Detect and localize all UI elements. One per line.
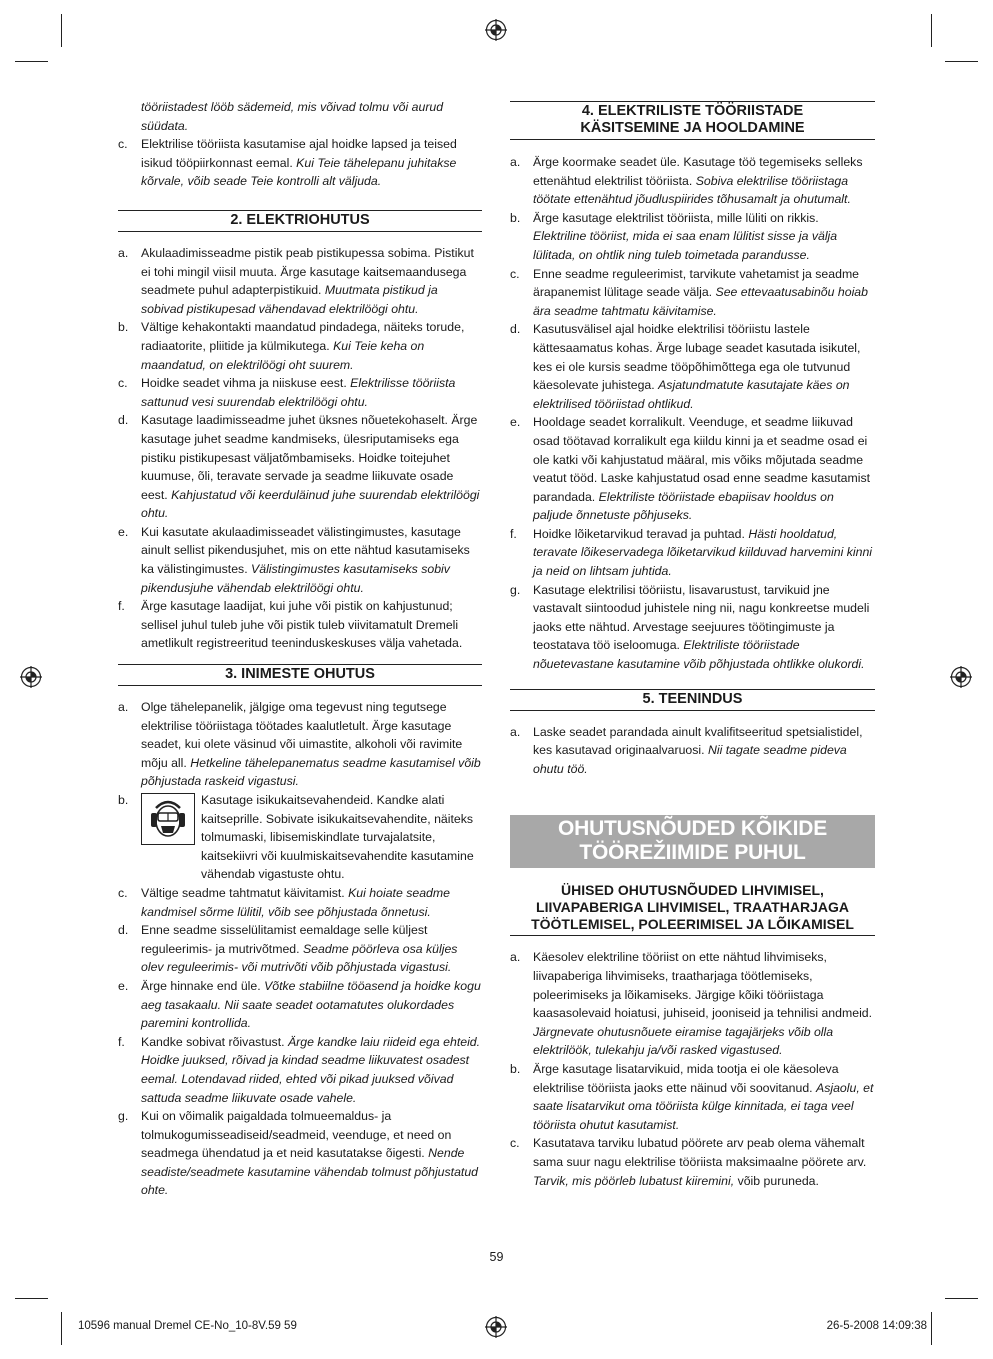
crop-mark	[15, 61, 48, 62]
protective-gear-text: Kasutage isikukaitsevahendeid. Kandke alati kaitseprille. Sobivate isikukaitsevahendite, näiteks tolmumaski, libisemiskindlate turvajalatsite, kaitsekiivri või kuulmiskaitsevahendite kasutamine vähendab vigastuste ohtu.	[201, 793, 474, 882]
list-item: d. Kasutusvälisel ajal hoidke elektrilisi tööriistu lastele kättesaamatus kohas. Ärge lubage seadet kasutada isikutel, kes ei ole kursis seadme tööpõhimõttega ega ole tutvunud käesolevate juhistega. Asjatundmatute kasutajate käes on elektrilised tööriistad ohtlikud.	[510, 322, 861, 411]
crop-mark	[61, 1312, 62, 1345]
subsection-heading: ÜHISED OHUTUSNÕUDED LIHVIMISEL, LIIVAPABERIGA LIHVIMISEL, TRAATHARJAGA TÖÖTLEMISEL, POLEERIMISEL JA LÕIKAMISEL	[510, 882, 875, 936]
crop-mark	[15, 1298, 48, 1299]
registration-mark-icon	[485, 1316, 507, 1338]
section-heading-electrical-safety: 2. ELEKTRIOHUTUS	[118, 210, 482, 232]
list-item: c. Hoidke seadet vihma ja niiskuse eest. Elektrilisse tööriista sattunud vesi suurendab elektrilöögi ohtu.	[118, 376, 456, 409]
crop-mark	[945, 1298, 978, 1299]
section-heading-service: 5. TEENINDUS	[510, 689, 875, 711]
list-item: c. Vältige seadme tahtmatut käivitamist. Kui hoiate seadme kandmisel sõrme lülitil, võib see põhjustada õnnetusi.	[118, 885, 450, 919]
list-item: c. Elektrilise tööriista kasutamise ajal hoidke lapsed ja teised isikud tööpiirkonnast eemal. Kui Teie tähelepanu juhitakse kõrvale, võib seade Teie kontrolli alt väljuda.	[118, 137, 457, 189]
personal-safety-list	[118, 884, 482, 1200]
list-item: g. Kui on võimalik paigaldada tolmueemaldus- ja tolmukogumisseadiseid/seadmeid, veenduge, et need on seadmega ühendatud ja et neid kasutatakse õigesti. Nende seadiste/seadmete kasutamine vähendab tolmust põhjustatud ohte.	[118, 1109, 479, 1198]
section-heading-tool-care: 4. ELEKTRILISTE TÖÖRIISTADE KÄSITSEMINE JA HOOLDAMINE	[510, 101, 875, 140]
crop-mark	[931, 14, 932, 47]
list-item: b. Ärge kasutage elektrilist tööriista, mille lüliti on rikkis. Elektriline tööriist, mida ei saa enam lülitist sisse ja välja lülitada, on ohtlik ning tuleb toimetada parandusse.	[510, 210, 838, 262]
tool-care-list	[510, 153, 875, 674]
list-item: f. Kandke sobivat rõivastust. Ärge kandke laiu riideid ega ehteid. Hoidke juuksed, rõivad ja kindad seadme liikuvatest osadest eemal. Lotendavad riided, ehted või pikad juuksed võivad sattuda seadme liikuvate osade vahele.	[118, 1034, 481, 1105]
crop-mark	[61, 14, 62, 47]
list-item: a. Olge tähelepanelik, jälgige oma tegevust ning tegutsege elektrilise tööriistaga töötades kaalutletult. Ärge kasutage seadet, kui olete väsinud või uimastite, alkoholi või ravimite mõju all. Hetkeline tähelepanematus seadme kasutamisel võib põhjustada raskeid vigastusi.	[118, 700, 481, 789]
footer-timestamp: 26-5-2008 14:09:38	[826, 1320, 927, 1332]
list-item: c. Kasutatava tarviku lubatud pöörete arv peab olema vähemalt sama suur nagu elektrilise tööriista maksimaalne pöörete arv. Tarvik, mis pöörleb lubatust kiiremini, võib puruneda.	[510, 1136, 867, 1188]
list-item: a. Käesolev elektriline tööriist on ette nähtud lihvimiseks, liivapaberiga lihvimiseks, traatharjaga töötlemiseks, poleerimiseks ja lõikamiseks. Järgige kõiki tööriistaga kaasasolevaid hoiatusi, juhiseid, jooniseid ja tehnilisi andmeid. Järgnevate ohutusnõuete eiramise tagajärjeks võib olla elektrilöök, tulekahju ja/või rasked vigastused.	[510, 950, 873, 1058]
list-item: f. Ärge kasutage laadijat, kui juhe või pistik on kahjustunud; sellisel juhul tuleb juhe või pistik tuleb viivitamatult Dremeli ametlikult registreeritud teeninduskeskuses välja vahetada.	[118, 599, 463, 651]
page-number: 59	[489, 1250, 504, 1264]
list-item: e. Kui kasutate akulaadimisseadet välistingimustes, kasutage ainult sellist pikendusjuhet, mis on ette nähtud kasutamiseks ka välistingimustes. Välistingimustes kasutamiseks sobiv pikendusjuhe vähendab elektrilöögi ohtu.	[118, 524, 470, 595]
crop-mark	[945, 61, 978, 62]
list-item: c. Enne seadme reguleerimist, tarvikute vahetamist ja seadme ärapanemist lülitage seade välja. See ettevaatusabinõu hoiab ära seadme tahtmatu käivitamise.	[510, 266, 868, 318]
list-item-with-icon: b. Kasutage isikukaitsevahendeid. Kandke alati kaitseprille. Sobivate isikukaitsevahendite, näiteks tolmumaski, libisemiskindlate turvajalatsite, kaitsekiivri või kuulmiskaitsevahendite kasutamine vähendab vigastuste ohtu.	[118, 791, 482, 884]
service-list	[510, 723, 875, 779]
list-item: b. Vältige kehakontakti maandatud pindadega, näiteks torude, radiaatorite, pliitide ja külmikutega. Kui Teie keha on maandatud, on elektrilöögi oht suurem.	[118, 320, 465, 372]
list-item: a. Laske seadet parandada ainult kvalifitseeritud spetsialistidel, kes kasutavad originaalvaruosi. Nii tagate seadme pideva ohutu töö.	[510, 724, 863, 776]
section-heading-personal-safety: 3. INIMESTE OHUTUS	[118, 664, 482, 686]
electrical-safety-list	[118, 244, 482, 653]
registration-mark-icon	[485, 19, 507, 41]
continuation-text: tööriistadest lööb sädemeid, mis võivad tolmu või aurud süüdata.	[141, 100, 444, 133]
list-item: f. Hoidke lõiketarvikud teravad ja puhtad. Hästi hooldatud, teravate lõikeservadega lõiketarvikud kiilduvad harvemini kinni ja neid on lihtsam juhtida.	[510, 526, 873, 579]
protective-gear-icon	[141, 793, 195, 845]
list-item: b. Ärge kasutage lisatarvikuid, mida tootja ei ole käesoleva elektrilise tööriista jaoks ette näinud või soovitanud. Asjaolu, et saate lisatarvikut oma tööriista külge kinnitada, ei taga veel tööriista ohutut kasutamist.	[510, 1061, 874, 1132]
common-safety-list	[510, 948, 875, 1134]
list-item: d. Kasutage laadimisseadme juhet üksnes nõuetekohaselt. Ärge kasutage juhet seadme kandmiseks, ülesriputamiseks ega pistiku pistikupesast väljatõmbamiseks. Hoidke toitejuhet kuumuse, õli, teravate servade ja seadme liikuvate osade eest. Kahjustatud või keerduläinud juhe suurendab elektrilöögi ohtu.	[118, 413, 480, 521]
safety-banner: OHUTUSNÕUDED KÕIKIDE TÖÖREŽIIMIDE PUHUL	[510, 815, 875, 868]
crop-mark	[931, 1312, 932, 1345]
list-item: a. Akulaadimisseadme pistik peab pistikupessa sobima. Pistikut ei tohi mingil viisil muuta. Ärge kasutage kaitsemaandusega seadmete puhul adapterpistikuid. Muutmata pistikud ja sobivad pistikupesad vähendavad elektrilöögi ohtu.	[118, 245, 474, 316]
left-column	[118, 98, 482, 1200]
registration-mark-icon	[20, 666, 42, 688]
footer-filename: 10596 manual Dremel CE-No_10-8V.59 59	[78, 1320, 297, 1332]
list-item: e. Ärge hinnake end üle. Võtke stabiilne tööasend ja hoidke kogu aeg tasakaalu. Nii saate seadet ootamatutes olukordades paremini kontrollida.	[118, 978, 481, 1031]
right-column	[510, 101, 875, 1190]
list-item: d. Enne seadme sisselülitamist eemaldage selle küljest reguleerimis- ja mutrivõtmed. Seadme pöörleva osa küljes olev reguleerimis- või mutrivõti võib põhjustada vigastusi.	[118, 923, 458, 975]
registration-mark-icon	[950, 666, 972, 688]
list-item: e. Hooldage seadet korralikult. Veenduge, et seadme liikuvad osad töötavad korralikult ega kiildu kinni ja et seadme osad ei ole katki või kahjustatud määral, mis võiks mõjutada seadme veatut tööd. Laske kahjustatud osad enne seadme kasutamist parandada. Elektriliste tööriistade ebapiisav hooldus on paljude õnnetuste põhjuseks.	[510, 415, 871, 523]
list-item: g. Kasutage elektrilisi tööriistu, lisavarustust, tarvikuid jne vastavalt siintoodud juhistele ning nii, nagu konkreetse mudeli jaoks ette nähtud. Arvestage seejuures töötingimuste ja teostatava töö iseloomuga. Elektriliste tööriistade nõuetevastane kasutamine võib põhjustada ohtlikke olukordi.	[510, 582, 870, 672]
list-item: a. Ärge koormake seadet üle. Kasutage töö tegemiseks selleks ettenähtud elektrilist tööriista. Sobiva elektrilise tööriistaga töötate ettenähtud jõudluspiirides tõhusamalt ja ohutumalt.	[510, 155, 863, 207]
